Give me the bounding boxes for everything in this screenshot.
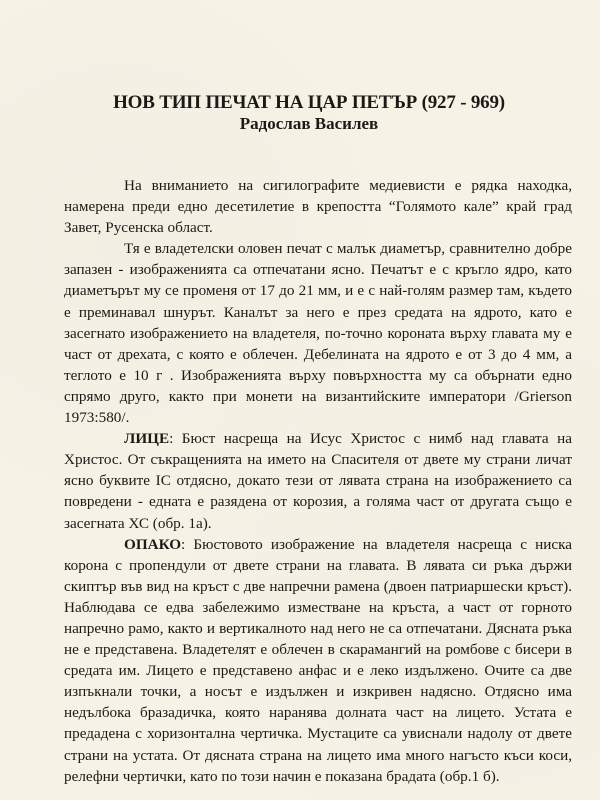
paragraph-intro [64,175,572,238]
article-title: НОВ ТИП ПЕЧАТ НА ЦАР ПЕТЪР (927 - 969) [113,92,505,113]
obverse-label: ЛИЦЕ [124,430,170,448]
paragraph-text: На вниманието на сигилографите медиевисти е рядка находка, намерена преди едно десетилетие в крепостта “Голямото кале” край град Завет, Русенска област. [64,177,572,237]
paragraph-text: : Бюст насреща на Исус Христос с нимб над главата на Христос. От съкращенията на името на Спасителя от двете му страни личат ясно буквите IC отдясно, докато тези от лявата страна на изображението са повредени - едната е разядена от корозия, а голяма част от другата също е засегната ХС (обр. 1а). [64,430,572,532]
article-author: Радослав Василев [239,114,379,133]
paragraph-obverse [64,428,572,533]
paragraph-description [64,238,572,428]
article-body [64,175,572,787]
reverse-label: ОПАКО [124,535,182,553]
paragraph-text: Тя е владетелски оловен печат с малък диаметър, сравнително добре запазен - изображенията са отпечатани ясно. Печатът е с кръгло ядро, като диаметърът му се променя от 17 до 21 мм, и е с най-голям размер там, където е преминавал шнурът. Каналът за него е през средата на ядрото, като е засегнато изображението на владетеля, по-точно короната върху главата му е част от дрехата, с която е облечен. Дебелината на ядрото е от 3 до 4 мм, а теглото е 10 г . Изображенията върху повърхността му са обърнати едно спрямо друго, както при монети на византийските императори /Grierson 1973:580/. [64,240,572,427]
paragraph-text: : Бюстовото изображение на владетеля насреща с ниска корона с пропендули от двете страни на главата. В лявата си ръка държи скиптър във вид на кръст с две напречни рамена (двоен патриаршески кръст). Наблюдава се едва забележимо изместване на кръста, а част от горното напречно рамо, както и вертикалното над него не са отпечатани. Дясната ръка не е представена. Владетелят е облечен в скарамангий на ромбове с бисери в средата им. Лицето е представено анфас и е леко издължено. Очите са две изпъкнали точки, а носът е издължен и изкривен надясно. Отдясно има недълбока бразадичка, която наранява долната част на лицето. Устата е предадена с хоризонтална чертичка. Мустаците са увиснали надолу от двете страни на устата. От дясната страна на лицето има много нагъсто къси коси, релефни чертички, като по този начин е показана брадата (обр.1 б). [64,535,572,785]
paragraph-reverse [64,534,572,787]
